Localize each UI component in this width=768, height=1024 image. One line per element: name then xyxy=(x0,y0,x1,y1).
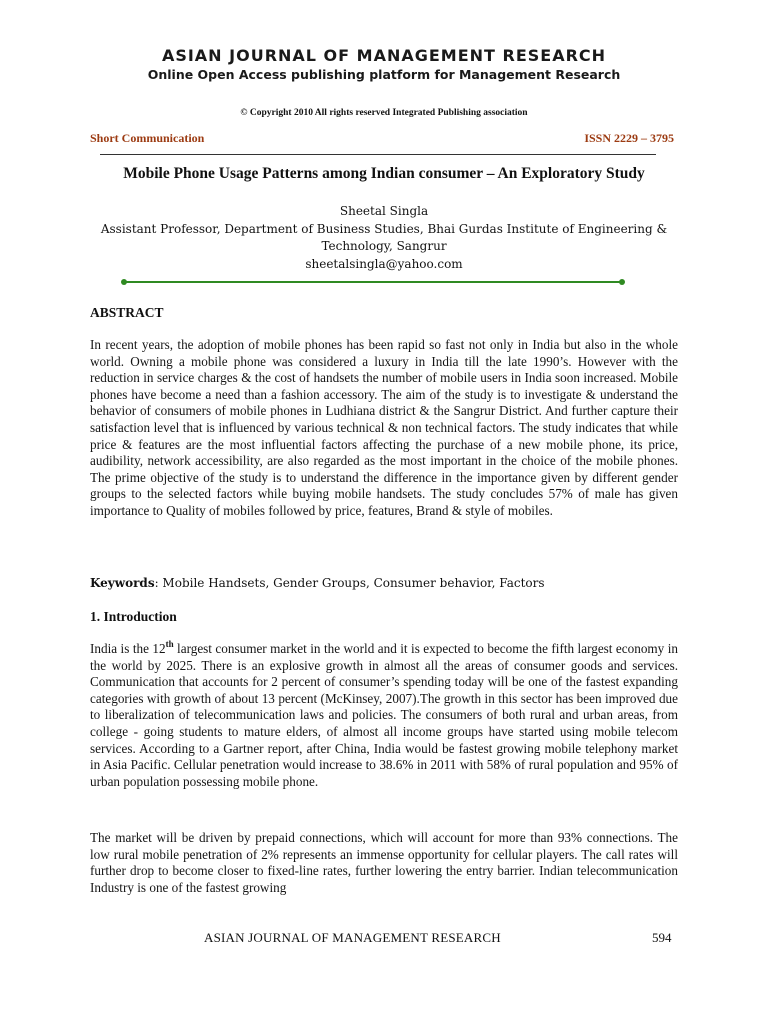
intro-p1-rest: largest consumer market in the world and it is expected to become the fifth largest economy in the world by 2025. There is an explosive growth in almost all the areas of consumer goods and services. Communication that accounts for 2 percent of consumer’s spending today will be one of the fastest expanding categories with growth of about 13 percent (McKinsey, 2007).The growth in this sector has been improved due to liberalization of telecommunication laws and policies. The consumers of both rural and urban areas, from college - going students to mature elders, of almost all income groups have started using mobile telecom services. According to a Gartner report, after China, India would be fastest growing mobile telephony market in Asia Pacific. Cellular penetration would increase to 38.6% in 2011 with 58% of rural population and 95% of urban population possessing mobile phone. xyxy=(90,641,678,789)
keywords-line xyxy=(90,576,678,590)
intro-p1-superscript: th xyxy=(165,639,174,649)
abstract-heading: ABSTRACT xyxy=(90,305,164,320)
green-divider xyxy=(124,281,622,283)
footer-page-number: 594 xyxy=(652,930,672,945)
header-divider xyxy=(100,154,656,155)
footer-journal-name: ASIAN JOURNAL OF MANAGEMENT RESEARCH xyxy=(204,930,501,945)
paper-title: Mobile Phone Usage Patterns among Indian consumer – An Exploratory Study xyxy=(123,165,645,182)
issn-number: ISSN 2229 – 3795 xyxy=(584,131,674,145)
keywords-label: Keywords xyxy=(90,576,155,590)
journal-subtitle: Online Open Access publishing platform for Management Research xyxy=(147,67,621,82)
introduction-paragraph-1 xyxy=(90,641,678,790)
author-name: Sheetal Singla xyxy=(339,204,429,218)
author-block xyxy=(90,203,678,273)
author-email[interactable]: sheetalsingla@yahoo.com xyxy=(305,256,463,271)
journal-title: ASIAN JOURNAL OF MANAGEMENT RESEARCH xyxy=(161,46,607,65)
keywords-text: : Mobile Handsets, Gender Groups, Consumer behavior, Factors xyxy=(154,576,545,590)
intro-p1-start: India is the 12 xyxy=(90,641,166,656)
introduction-paragraph-2: The market will be driven by prepaid connections, which will account for more than 93% connections. The low rural mobile penetration of 2% represents an immense opportunity for cellular players. The call rates will further drop to become closer to fixed-line rates, further lowering the entry barrier. Indian telecommunication Industry is one of the fastest growing xyxy=(90,830,678,895)
abstract-text: In recent years, the adoption of mobile phones has been rapid so fast not only in India but also in the whole world. Owning a mobile phone was considered a luxury in India till the late 1990’s. However with the reduction in service charges & the cost of handsets the number of mobile users in India soon increased. Mobile phones have become a need than a fashion accessory. The aim of the study is to investigate & understand the behavior of consumers of mobile phones in Ludhiana district & the Sangrur District. And further capture their satisfaction level that is influenced by various technical & non technical factors. The study indicates that while price & features are the most influential factors affecting the purchase of a new mobile phone, its price, audibility, network accessibility, are also regarded as the most important in the choice of the mobile phones. The prime objective of the study is to understand the difference in the importance given by different gender groups to the selected factors while buying mobile handsets. The study concludes 57% of male has given importance to Quality of mobiles followed by price, features, Brand & style of mobiles. xyxy=(90,337,678,518)
copyright-notice: © Copyright 2010 All rights reserved Integrated Publishing association xyxy=(240,108,528,118)
article-type: Short Communication xyxy=(90,131,205,145)
divider-right-dot xyxy=(619,279,625,285)
introduction-heading: 1. Introduction xyxy=(90,609,177,624)
author-affiliation: Assistant Professor, Department of Business Studies, Bhai Gurdas Institute of Engineering & Technology, Sangrur xyxy=(100,221,668,253)
